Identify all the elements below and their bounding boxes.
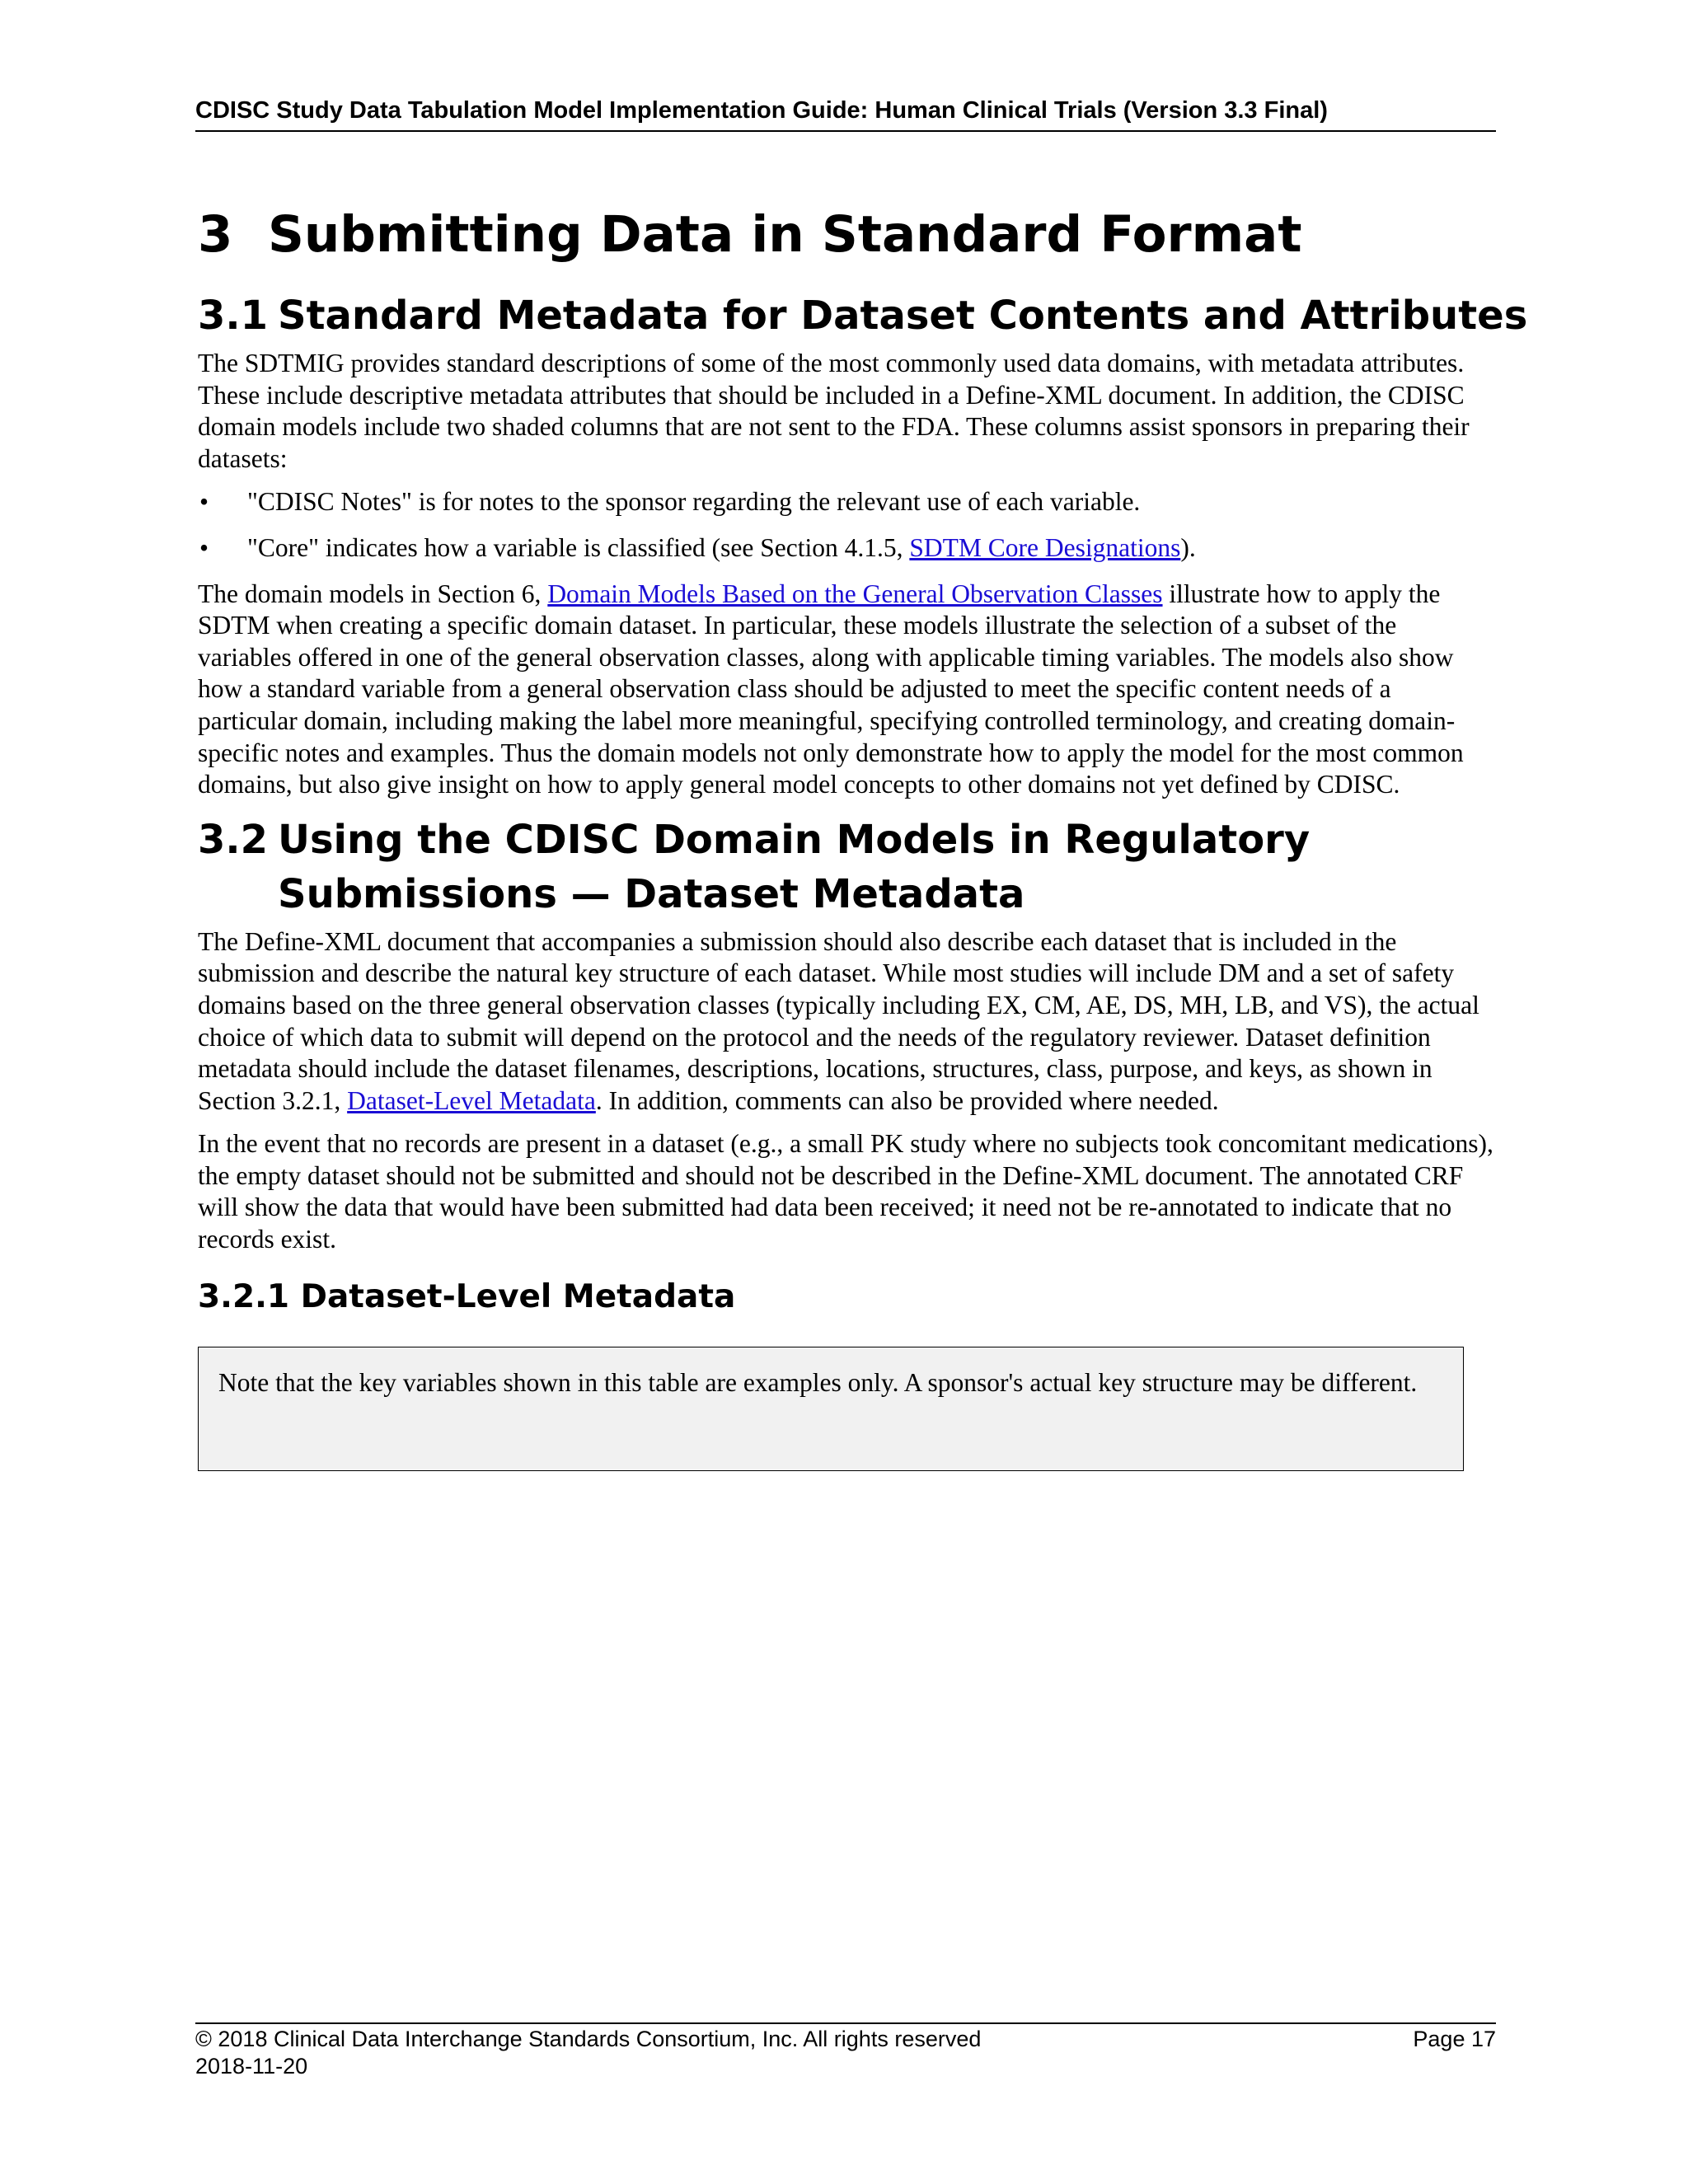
footer-date: 2018-11-20 [195, 2054, 308, 2079]
bullet-icon: • [199, 532, 209, 562]
bullet-icon: • [199, 487, 209, 517]
paragraph-text: . In addition, comments can also be provided where needed. [595, 1085, 1219, 1115]
dataset-level-metadata-link[interactable]: Dataset-Level Metadata [347, 1085, 596, 1115]
list-item-text: "Core" indicates how a variable is classified (see Section 4.1.5, [247, 532, 910, 562]
list-item [198, 486, 1496, 518]
page-header: CDISC Study Data Tabulation Model Implementation Guide: Human Clinical Trials (Version 3.3 Final) [195, 92, 1496, 132]
main-content [198, 198, 1528, 1471]
paragraph-text: The Define-XML document that accompanies a submission should also describe each dataset that is included in the submission and describe the natural key structure of each dataset. While most studies will include DM and a set of safety domains based on the three general observation classes (typically including EX, CM, AE, DS, MH, LB, and VS), the actual choice of which data to submit will depend on the protocol and the needs of the regulatory reviewer. Dataset definition metadata should include the dataset filenames, descriptions, locations, structures, class, purpose, and keys, as shown in Section 3.2.1, [198, 926, 1479, 1115]
list-item-text: "CDISC Notes" is for notes to the sponsor regarding the relevant use of each variable. [247, 487, 1141, 517]
sdtm-core-designations-link[interactable]: SDTM Core Designations [909, 532, 1181, 562]
list-item-text: ). [1180, 532, 1196, 562]
section-number: 3.1 [198, 293, 269, 339]
footer-row [195, 2026, 1496, 2053]
bullet-list [198, 486, 1496, 564]
section-3-1-heading [198, 288, 1528, 343]
paragraph [198, 926, 1496, 1118]
list-item [198, 532, 1496, 565]
chapter-number: 3 [198, 205, 233, 264]
paragraph: The SDTMIG provides standard descriptions of some of the most commonly used data domains, with metadata attributes. These include descriptive metadata attributes that should be included in a Define-XML document. In addition, the CDISC domain models include two shaded columns that are not sent to the FDA. These columns assist sponsors in preparing their datasets: [198, 349, 1470, 473]
page-number: Page 17 [1413, 2027, 1496, 2051]
section-number: 3.2 [198, 816, 269, 863]
copyright-text: © 2018 Clinical Data Interchange Standards Consortium, Inc. All rights reserved [195, 2027, 982, 2051]
paragraph-text: illustrate how to apply the SDTM when creating a specific domain dataset. In particular, these models illustrate the selection of a subset of the variables offered in one of the general observation classes, along with applicable timing variables. The models also show how a standard variable from a general observation class should be adjusted to meet the specific content needs of a particular domain, including making the label more meaningful, specifying controlled terminology, and creating domain-specific notes and examples. Thus the domain models not only demonstrate how to apply the model for the most common domains, but also give insight on how to apply general model concepts to other domains not yet defined by CDISC. [198, 579, 1464, 799]
page-footer [195, 2022, 1496, 2080]
chapter-title: Submitting Data in Standard Format [267, 205, 1302, 264]
chapter-heading [198, 198, 1496, 272]
section-3-2-heading [198, 813, 1496, 921]
section-3-2-1-heading: 3.2.1 Dataset-Level Metadata [198, 1277, 736, 1315]
section-title: Standard Metadata for Dataset Contents and Attributes [278, 293, 1528, 339]
domain-models-link[interactable]: Domain Models Based on the General Observation Classes [547, 579, 1163, 608]
paragraph [198, 579, 1496, 801]
paragraph: In the event that no records are present in a dataset (e.g., a small PK study where no subjects took concomitant medications), the empty dataset should not be submitted and should not be described in the Define-XML document. The annotated CRF will show the data that would have been submitted had data been received; it need not be re-annotated to indicate that no records exist. [198, 1129, 1493, 1254]
section-title: Using the CDISC Domain Models in Regulatory Submissions — Dataset Metadata [278, 816, 1311, 917]
note-text: Note that the key variables shown in this table are examples only. A sponsor's actual key structure may be different. [218, 1367, 1418, 1397]
note-box [198, 1347, 1464, 1471]
paragraph-text: The domain models in Section 6, [198, 579, 548, 608]
